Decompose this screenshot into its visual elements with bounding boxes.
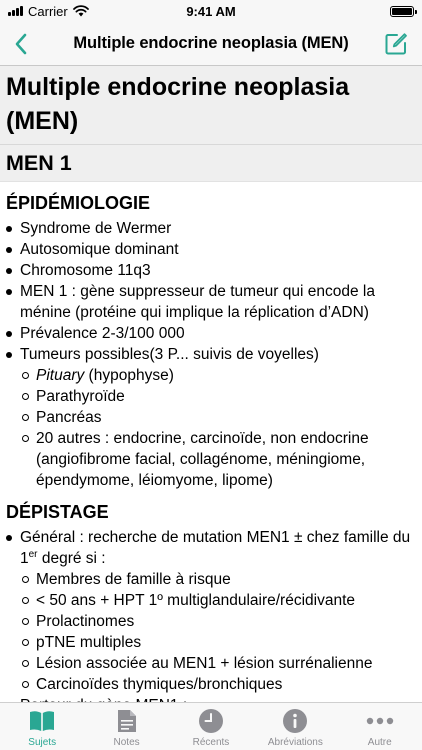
topic-content[interactable] (0, 66, 422, 702)
page-title (0, 66, 422, 145)
chevron-left-icon (14, 33, 28, 55)
list-item: Prévalence 2-3/100 000 (20, 325, 185, 342)
more-icon (366, 717, 394, 725)
tab-notes[interactable]: Notes (85, 707, 169, 748)
tab-autre[interactable]: Autre (338, 707, 422, 748)
list-item: Autosomique dominant (20, 241, 179, 258)
sublist-item: pTNE multiples (20, 632, 414, 653)
back-button[interactable] (8, 30, 34, 58)
epidemiology-heading: ÉPIDÉMIOLOGIE (6, 193, 151, 213)
battery-icon (390, 6, 414, 17)
status-left (8, 4, 89, 19)
sublist-item: 20 autres : endocrine, carcinoïde, non endocrine (angiofibrome facial, collagénome, méningiome, épendymome, léiomyome, lipome) (20, 428, 414, 491)
nav-title: Multiple endocrine neoplasia (MEN) (73, 34, 349, 52)
sublist-item: Parathyroïde (20, 386, 414, 407)
sublist-item: Lésion associée au MEN1 + lésion surrénalienne (20, 653, 414, 674)
navigation-bar (0, 22, 422, 66)
list-item: Général : recherche de mutation MEN1 ± chez famille du 1er degré si : Membres de famille à risque < 50 ans + HPT 1º multiglandulaire/récidivante Prolactinomes pTNE multiples Lésion associée au MEN1 + lésion surrénalienne Carcinoïdes thymiques/bronchiques (0, 527, 422, 695)
compose-icon (384, 32, 408, 56)
section-title: MEN 1 (0, 145, 422, 182)
tumor-sublist (20, 365, 414, 491)
screening-heading: DÉPISTAGE (6, 502, 109, 522)
tab-recents[interactable]: Récents (169, 707, 253, 748)
pituary-term: Pituary (36, 367, 85, 384)
list-item: Syndrome de Wermer (20, 220, 172, 237)
status-bar (0, 0, 422, 22)
page-title-line1: Multiple endocrine neoplasia (6, 73, 350, 101)
sublist-item: < 50 ans + HPT 1º multiglandulaire/récidivante (20, 590, 414, 611)
edit-note-button[interactable] (382, 30, 410, 58)
sublist-item: Prolactinomes (20, 611, 414, 632)
tab-abreviations[interactable]: Abréviations (253, 707, 337, 748)
list-item: Chromosome 11q3 (20, 262, 151, 279)
status-time: 9:41 AM (186, 3, 236, 19)
book-icon (28, 709, 56, 733)
tab-bar (0, 702, 422, 750)
sublist-item: Carcinoïdes thymiques/bronchiques (20, 674, 414, 695)
screening-list (0, 527, 422, 716)
carrier-label: Carrier (28, 3, 68, 19)
signal-icon (8, 6, 23, 16)
sublist-item: Membres de famille à risque (20, 569, 414, 590)
list-item: Tumeurs possibles(3 P... suivis de voyelles) Pituary (hypophyse) Parathyroïde Pancréas 20 autres : endocrine, carcinoïde, non endocrine (angiofibrome facial, collagénome, méningiome, épendymome, léiomyome, lipome) (0, 344, 422, 491)
info-icon (282, 708, 308, 734)
page-title-line2: (MEN) (6, 107, 79, 135)
clock-icon (198, 708, 224, 734)
list-item: MEN 1 : gène suppresseur de tumeur qui encode la ménine (protéine qui implique la réplication d’ADN) (20, 283, 375, 321)
sublist-item: Pancréas (20, 407, 414, 428)
screening-criteria (20, 569, 414, 695)
epidemiology-list (0, 218, 422, 491)
tab-sujets[interactable]: Sujets (0, 707, 84, 748)
notes-icon (116, 708, 138, 734)
sublist-item: Pituary (hypophyse) (20, 365, 414, 386)
wifi-icon (73, 5, 89, 17)
